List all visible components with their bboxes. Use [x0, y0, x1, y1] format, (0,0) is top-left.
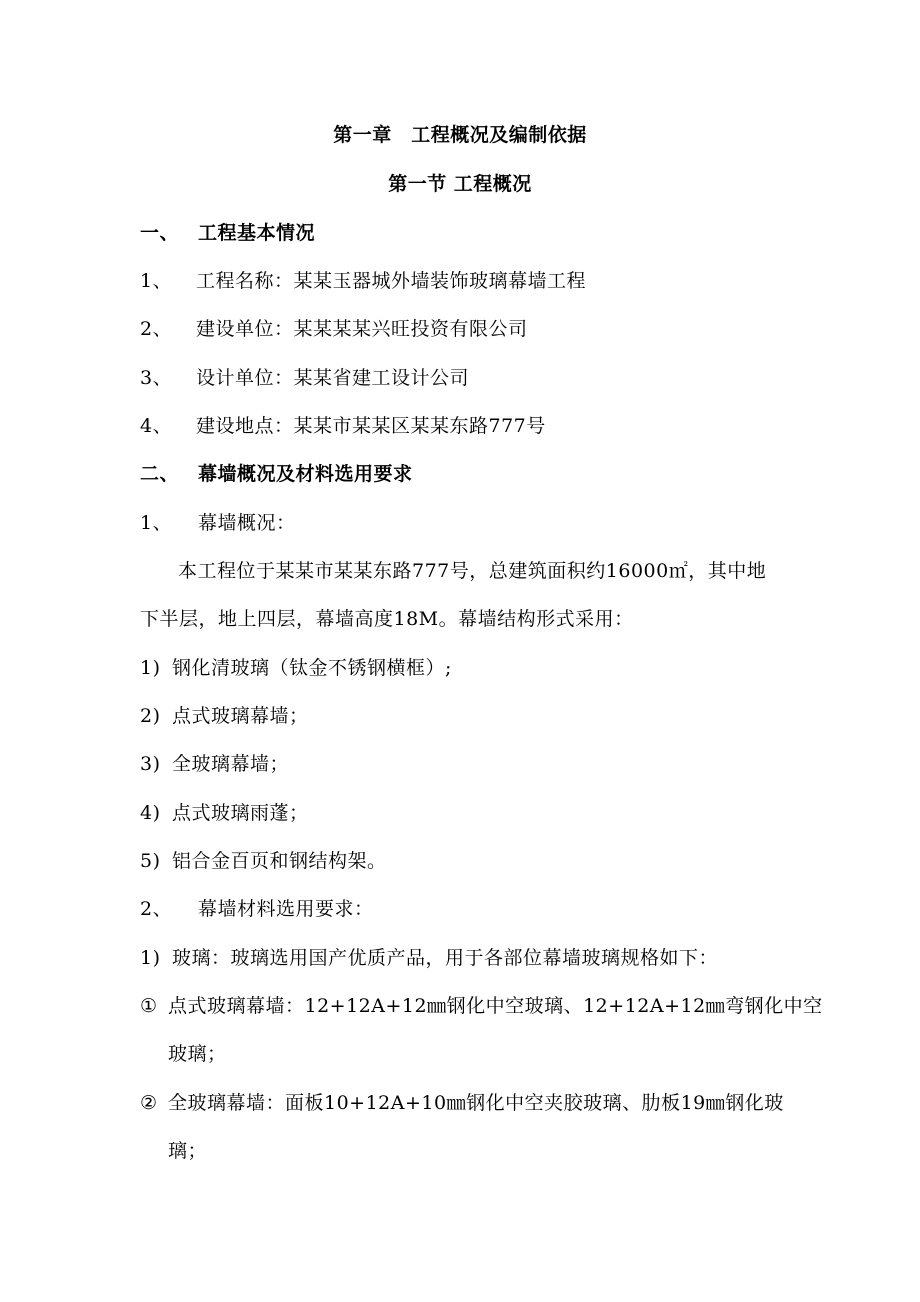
overview-paragraph-line2: 下半层，地上四层，幕墙高度18M。幕墙结构形式采用： [140, 608, 634, 630]
list-item-number: 1、 [140, 270, 173, 292]
list-item-number: 4、 [140, 415, 173, 437]
form-item: 点式玻璃雨蓬； [172, 802, 309, 824]
section-title: 第一节 工程概况 [388, 173, 532, 195]
construction-unit: 建设单位：某某某某兴旺投资有限公司 [196, 318, 528, 340]
form-item-number: 3) [140, 753, 161, 775]
spec-marker: ② [140, 1092, 158, 1114]
curtain-wall-overview-label: 幕墙概况： [198, 512, 296, 534]
form-item-number: 1) [140, 657, 161, 679]
subsection-number: 2、 [140, 898, 173, 920]
material-requirements-label: 幕墙材料选用要求： [198, 898, 374, 920]
list-item-number: 2、 [140, 318, 173, 340]
form-item-number: 5) [140, 850, 161, 872]
spec-marker: ① [140, 995, 158, 1017]
form-item-number: 2) [140, 705, 161, 727]
glass-item-number: 1) [140, 947, 161, 969]
form-item: 钢化清玻璃（钛金不锈钢横框）; [172, 657, 452, 679]
overview-paragraph-line1: 本工程位于某某市某某东路777号，总建筑面积约16000㎡，其中地 [178, 560, 767, 582]
form-item: 点式玻璃幕墙； [172, 705, 309, 727]
form-item: 铝合金百页和钢结构架。 [172, 850, 387, 872]
construction-site: 建设地点：某某市某某区某某东路777号 [196, 415, 546, 437]
part2-number: 二、 [140, 463, 180, 485]
form-item: 全玻璃幕墙； [172, 753, 290, 775]
part1-number: 一、 [140, 222, 180, 244]
spec-point-glass-line1: 点式玻璃幕墙：12+12A+12㎜钢化中空玻璃、12+12A+12㎜弯钢化中空 [168, 995, 823, 1017]
part2-heading: 幕墙概况及材料选用要求 [198, 463, 413, 485]
design-unit: 设计单位：某某省建工设计公司 [196, 367, 470, 389]
form-item-number: 4) [140, 802, 161, 824]
list-item-number: 3、 [140, 367, 173, 389]
subsection-number: 1、 [140, 512, 173, 534]
spec-full-glass-line2: 璃； [168, 1140, 208, 1162]
spec-point-glass-line2: 玻璃； [168, 1043, 227, 1065]
spec-full-glass-line1: 全玻璃幕墙：面板10+12A+10㎜钢化中空夹胶玻璃、肋板19㎜钢化玻 [168, 1092, 784, 1114]
glass-requirements: 玻璃：玻璃选用国产优质产品，用于各部位幕墙玻璃规格如下： [172, 947, 719, 969]
part1-heading: 工程基本情况 [198, 222, 316, 244]
chapter-title: 第一章 工程概况及编制依据 [333, 124, 587, 146]
project-name: 工程名称：某某玉器城外墙装饰玻璃幕墙工程 [196, 270, 587, 292]
